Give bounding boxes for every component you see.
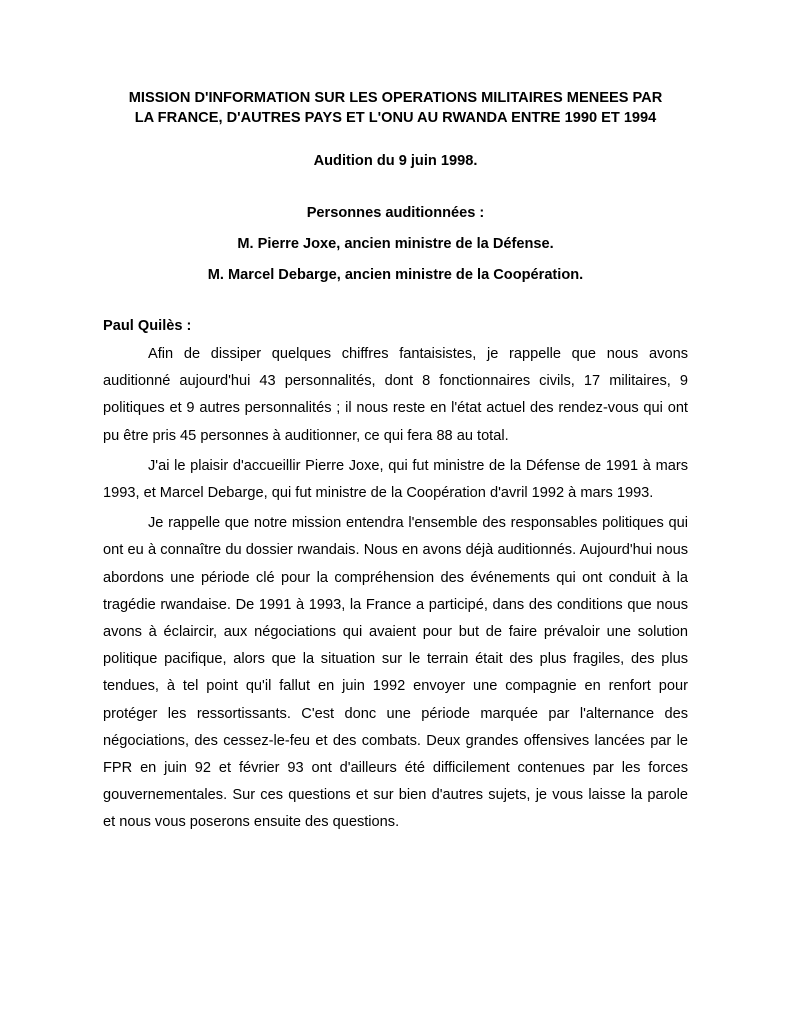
document-page bbox=[103, 88, 688, 837]
paragraph-3: Je rappelle que notre mission entendra l'ensemble des responsables politiques qui ont eu à connaître du dossier rwandais. Nous en avons déjà auditionnés. Aujourd'hui nous abordons une période clé pour la compréhension des événements qui ont conduit à la tragédie rwandaise. De 1991 à 1993, la France a participé, dans des conditions que nous avons à éclaircir, aux négociations qui avaient pour but de faire prévaloir une solution politique pacifique, alors que la situation sur le terrain était des plus fragiles, des plus tendues, à tel point qu'il fallut en juin 1992 envoyer une compagnie en renfort pour protéger les ressortissants. C'est donc une période marquée par l'alternance des négociations, des cessez-le-feu et des combats. Deux grandes offensives lancées par le FPR en juin 92 et février 93 ont d'ailleurs été difficilement contenues par les forces gouvernementales. Sur ces questions et sur bien d'autres sujets, je vous laisse la parole et nous vous poserons ensuite des questions. bbox=[103, 515, 688, 831]
audition-date: Audition du 9 juin 1998. bbox=[313, 153, 478, 169]
title-line-2: LA FRANCE, D'AUTRES PAYS ET L'ONU AU RWANDA ENTRE 1990 ET 1994 bbox=[134, 110, 657, 126]
persons-heading: Personnes auditionnées : bbox=[306, 205, 485, 221]
person-entry-joxe: M. Pierre Joxe, ancien ministre de la Défense. bbox=[237, 236, 554, 252]
document-title bbox=[103, 88, 688, 128]
title-line-1: MISSION D'INFORMATION SUR LES OPERATIONS MILITAIRES MENEES PAR bbox=[128, 90, 663, 106]
paragraph-2: J'ai le plaisir d'accueillir Pierre Joxe, qui fut ministre de la Défense de 1991 à mars 1993, et Marcel Debarge, qui fut ministre de la Coopération d'avril 1992 à mars 1993. bbox=[103, 457, 688, 502]
speaker-name: Paul Quilès : bbox=[103, 318, 192, 334]
persons-heard-section bbox=[103, 203, 688, 285]
person-entry-debarge: M. Marcel Debarge, ancien ministre de la Coopération. bbox=[207, 267, 584, 283]
paragraph-1: Afin de dissiper quelques chiffres fantaisistes, je rappelle que nous avons auditionné aujourd'hui 43 personnalités, dont 8 fonctionnaires civils, 17 militaires, 9 politiques et 9 autres personnalités ; il nous reste en l'état actuel des rendez-vous qui ont pu être pris 45 personnes à auditionner, ce qui fera 88 au total. bbox=[103, 346, 688, 444]
